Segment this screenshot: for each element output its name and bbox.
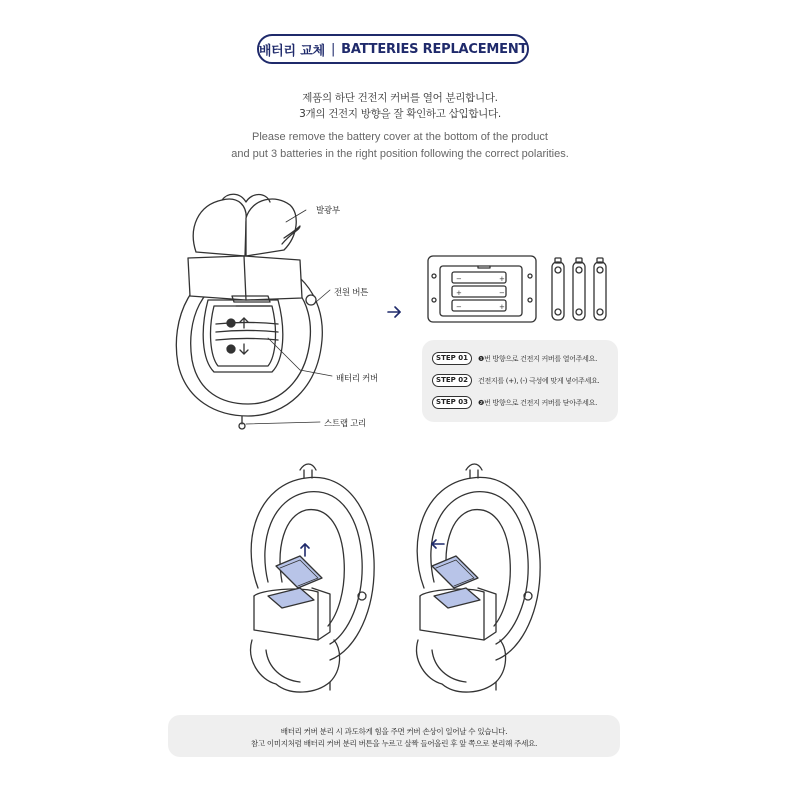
svg-text:−: − bbox=[499, 289, 505, 297]
steps-panel bbox=[422, 340, 618, 422]
title-english: BATTERIES REPLACEMENT bbox=[341, 41, 528, 57]
battery-compartment bbox=[428, 256, 536, 322]
arrow-left-icon bbox=[432, 540, 444, 548]
step-text-2: 건전지를 (+), (-) 극성에 맞게 넣어주세요. bbox=[478, 376, 600, 385]
title-korean: 배터리 교체 bbox=[258, 43, 325, 59]
removal-illustration-right bbox=[417, 464, 541, 692]
intro-korean-line-2: 3개의 건전지 방향을 잘 확인하고 삽입합니다. bbox=[299, 108, 501, 120]
title-separator: | bbox=[330, 41, 336, 57]
step-text-3: ❷번 방향으로 건전지 커버를 닫아주세요. bbox=[478, 398, 597, 407]
step-row-2 bbox=[432, 374, 599, 387]
caution-note bbox=[168, 715, 620, 757]
step-row-3 bbox=[432, 396, 597, 409]
product-diagram bbox=[176, 194, 332, 429]
note-line-1: 배터리 커버 분리 시 과도하게 힘을 주면 커버 손상이 일어날 수 있습니다. bbox=[280, 727, 508, 736]
svg-text:+: + bbox=[499, 303, 505, 311]
step-tag-3: STEP 03 bbox=[432, 396, 472, 409]
label-strap-ring: 스트랩 고리 bbox=[324, 419, 366, 429]
svg-text:+: + bbox=[499, 275, 505, 283]
label-power-button: 전원 버튼 bbox=[334, 288, 369, 298]
step-row-1 bbox=[432, 352, 597, 365]
step-text-1: ❶번 방향으로 건전지 커버를 열어주세요. bbox=[478, 354, 597, 363]
label-battery-cover: 배터리 커버 bbox=[336, 374, 378, 384]
step-tag-1: STEP 01 bbox=[432, 352, 472, 365]
removal-illustration-left bbox=[251, 464, 375, 692]
label-light-part: 발광부 bbox=[316, 206, 340, 216]
svg-text:−: − bbox=[456, 303, 462, 311]
note-line-2: 참고 이미지처럼 배터리 커버 분리 버튼을 누르고 살짝 들어올린 후 앞 쪽으로 분리해 주세요. bbox=[250, 739, 538, 748]
step-tag-2: STEP 02 bbox=[432, 374, 472, 387]
svg-text:+: + bbox=[456, 289, 462, 297]
intro-english-line-2: and put 3 batteries in the right position following the correct polarities. bbox=[231, 148, 569, 160]
svg-text:−: − bbox=[456, 275, 462, 283]
arrow-right-icon bbox=[388, 307, 400, 317]
battery-icons bbox=[552, 258, 606, 320]
intro-english-line-1: Please remove the battery cover at the bottom of the product bbox=[252, 131, 548, 143]
arrow-up-icon bbox=[301, 544, 309, 556]
intro-korean-line-1: 제품의 하단 건전지 커버를 열어 분리합니다. bbox=[302, 92, 498, 104]
